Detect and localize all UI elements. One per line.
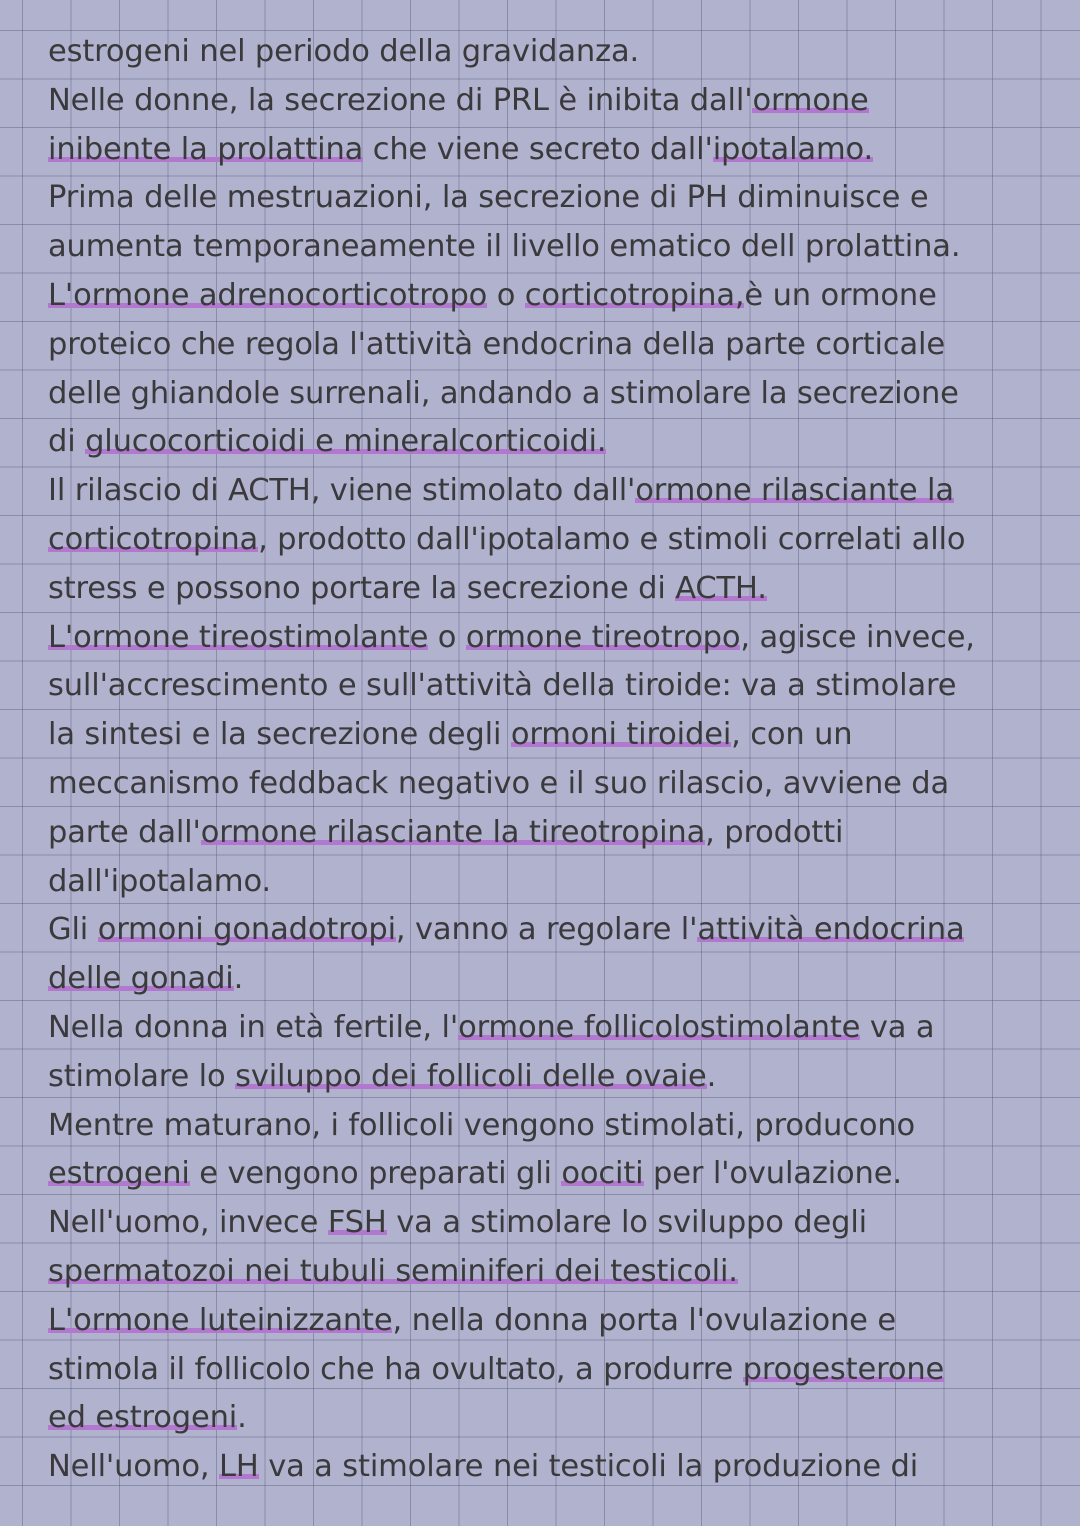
- note-text: .: [237, 1400, 247, 1436]
- highlighted-text: ormone rilasciante la: [635, 473, 954, 509]
- note-text: sull'accrescimento e sull'attività della tiroide: va a stimolare: [48, 668, 957, 704]
- note-text: estrogeni nel periodo della gravidanza.: [48, 34, 640, 69]
- note-page: [48, 28, 1048, 1492]
- note-line: [48, 126, 1048, 175]
- note-line: [48, 321, 1048, 370]
- note-text: Nell'uomo,: [48, 1449, 220, 1485]
- note-line: [48, 955, 1048, 1004]
- highlighted-text: ormoni tiroidei: [510, 717, 732, 753]
- note-text: va a: [860, 1009, 935, 1045]
- note-line: [48, 77, 1048, 126]
- highlighted-text: corticotropina: [48, 521, 259, 557]
- note-line: [48, 272, 1048, 321]
- note-text: la sintesi e la secrezione degli: [48, 717, 511, 753]
- note-text: Nella donna in età fertile, l': [48, 1009, 459, 1045]
- note-text: , agisce invece,: [740, 619, 975, 655]
- note-text: che viene secreto dall': [363, 131, 713, 167]
- note-line: [48, 662, 1048, 711]
- highlighted-text: ormone rilasciante la tireotropina: [200, 814, 706, 850]
- note-line: [48, 1199, 1048, 1248]
- note-line: [48, 1297, 1048, 1346]
- note-line: [48, 418, 1048, 467]
- highlighted-text: ACTH.: [675, 570, 767, 606]
- note-text: dall'ipotalamo.: [48, 863, 271, 899]
- note-text: o: [428, 619, 466, 655]
- highlighted-text: estrogeni: [48, 1156, 190, 1192]
- highlighted-text: glucocorticoidi e mineralcorticoidi.: [85, 424, 607, 460]
- note-text: Nell'uomo, invece: [48, 1205, 328, 1241]
- highlighted-text: L'ormone adrenocorticotropo: [48, 277, 488, 313]
- note-text: è un ormone: [744, 277, 937, 313]
- note-text: parte dall': [48, 814, 201, 850]
- note-line: [48, 858, 1048, 907]
- note-text: Gli: [48, 912, 98, 948]
- note-line: [48, 614, 1048, 663]
- note-line: [48, 565, 1048, 614]
- note-line: [48, 467, 1048, 516]
- note-line: [48, 1102, 1048, 1151]
- highlighted-text: FSH: [327, 1205, 387, 1241]
- note-text: di: [48, 424, 86, 460]
- note-text: Il rilascio di ACTH, viene stimolato dall': [48, 473, 636, 509]
- note-text: e vengono preparati gli: [189, 1156, 562, 1192]
- highlighted-text: ormone: [752, 82, 869, 118]
- note-text: stimolare lo: [48, 1058, 236, 1094]
- note-line: [48, 1248, 1048, 1297]
- note-text: va a stimolare lo sviluppo degli: [386, 1205, 867, 1241]
- note-text: Mentre maturano, i follicoli vengono stimolati, producono: [48, 1107, 916, 1143]
- note-text: , nella donna porta l'ovulazione e: [392, 1302, 896, 1338]
- note-text: , con un: [731, 717, 853, 753]
- highlighted-text: inibente la prolattina: [48, 131, 364, 167]
- note-line: [48, 1150, 1048, 1199]
- note-text: per l'ovulazione.: [643, 1156, 902, 1192]
- note-text: stress e possono portare la secrezione di: [48, 570, 676, 606]
- note-text: , vanno a regolare l': [395, 912, 698, 948]
- highlighted-text: spermatozoi nei tubuli seminiferi dei testicoli.: [48, 1253, 738, 1289]
- note-text: delle ghiandole surrenali, andando a stimolare la secrezione: [48, 375, 959, 411]
- note-text: o: [487, 277, 525, 313]
- note-line: [48, 28, 1048, 77]
- note-line: [48, 1394, 1048, 1443]
- highlighted-text: ipotalamo.: [712, 131, 874, 167]
- note-text: meccanismo feddback negativo e il suo rilascio, avviene da: [48, 765, 950, 801]
- note-line: [48, 516, 1048, 565]
- highlighted-text: sviluppo dei follicoli delle ovaie: [235, 1058, 707, 1094]
- highlighted-text: delle gonadi: [48, 961, 234, 997]
- note-text: stimola il follicolo che ha ovultato, a produrre: [48, 1351, 743, 1387]
- note-line: [48, 809, 1048, 858]
- highlighted-text: L'ormone luteinizzante: [48, 1302, 393, 1338]
- highlighted-text: ed estrogeni: [48, 1400, 238, 1436]
- note-text: .: [706, 1058, 717, 1094]
- highlighted-text: ormoni gonadotropi: [97, 912, 396, 948]
- note-text: Prima delle mestruazioni, la secrezione di PH diminuisce e: [48, 180, 929, 216]
- note-text: aumenta temporaneamente il livello ematico dell prolattina.: [48, 229, 961, 265]
- highlighted-text: L'ormone tireostimolante: [48, 619, 429, 655]
- highlighted-text: ormone tireotropo: [465, 619, 741, 655]
- highlighted-text: ormone follicolostimolante: [458, 1009, 861, 1045]
- note-line: [48, 223, 1048, 272]
- note-line: [48, 1443, 1048, 1492]
- note-line: [48, 1004, 1048, 1053]
- note-line: [48, 906, 1048, 955]
- note-text: , prodotti: [705, 814, 844, 850]
- note-line: [48, 1053, 1048, 1102]
- note-line: [48, 174, 1048, 223]
- highlighted-text: corticotropina,: [524, 277, 745, 313]
- note-line: [48, 1346, 1048, 1395]
- note-line: [48, 711, 1048, 760]
- note-text: , prodotto dall'ipotalamo e stimoli correlati allo: [258, 521, 966, 557]
- note-text: proteico che regola l'attività endocrina della parte corticale: [48, 326, 945, 362]
- highlighted-text: progesterone: [742, 1351, 945, 1387]
- highlighted-text: attività endocrina: [697, 912, 965, 948]
- highlighted-text: LH: [219, 1449, 259, 1485]
- note-text: va a stimolare nei testicoli la produzione di: [258, 1449, 919, 1485]
- note-line: [48, 760, 1048, 809]
- note-line: [48, 370, 1048, 419]
- highlighted-text: oociti: [561, 1156, 644, 1192]
- note-text: .: [233, 961, 244, 997]
- note-text: Nelle donne, la secrezione di PRL è inibita dall': [48, 82, 753, 118]
